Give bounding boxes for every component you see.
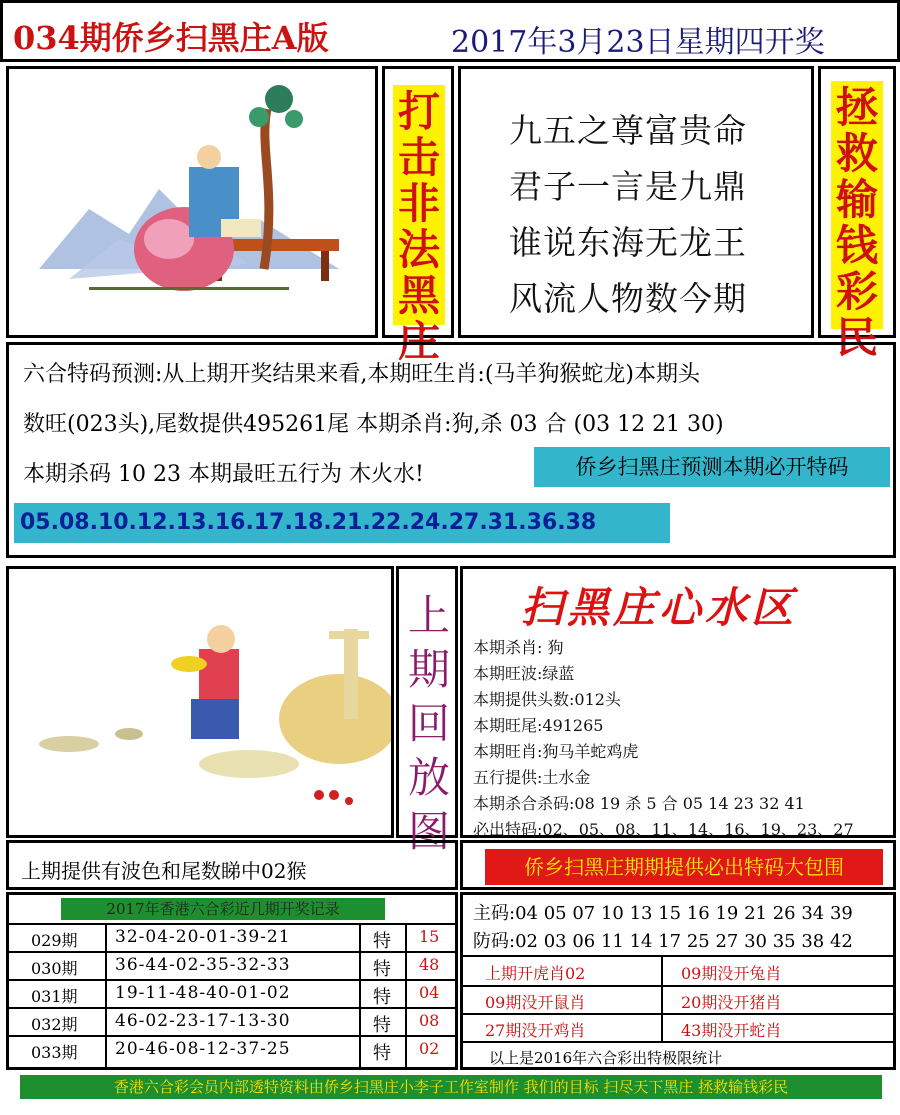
- row-divider: [463, 985, 893, 987]
- slogan-left: 打击非法黑庄: [393, 85, 445, 325]
- results-table: [6, 892, 458, 1070]
- poem-line: 谁说东海无龙王: [509, 223, 747, 262]
- main-codes: 主码:04 05 07 10 13 15 16 19 21 26 34 39: [473, 903, 853, 924]
- special-cell: 08: [419, 1011, 440, 1030]
- slogan-right-box: [818, 66, 896, 362]
- tips-box: [460, 566, 896, 838]
- column-divider: [661, 955, 663, 1041]
- child-illustration: [6, 566, 394, 838]
- defense-codes: 防码:02 03 06 11 14 17 25 27 30 35 38 42: [473, 931, 853, 952]
- prediction-line: 本期杀码 10 23 本期最旺五行为 木火水!: [23, 462, 424, 487]
- tip-line: 本期旺波:绿蓝: [473, 664, 575, 683]
- table-row: [9, 951, 455, 981]
- prediction-tag: 侨乡扫黑庄预测本期必开特码: [534, 447, 890, 487]
- poem-line: 君子一言是九鼎: [509, 167, 747, 206]
- replay-box: [396, 566, 458, 856]
- last-hit-text: 上期提供有波色和尾数睇中02猴: [21, 859, 307, 883]
- tip-line: 本期提供头数:012头: [473, 690, 621, 709]
- tip-line: 必出特码:02、05、08、11、14、16、19、23、27: [473, 820, 854, 839]
- poem-line: 九五之尊富贵命: [509, 111, 747, 150]
- special-label: 特: [373, 1043, 391, 1064]
- child-image: [9, 569, 391, 835]
- draw-date: 2017年3月23日星期四开奖: [451, 25, 825, 60]
- prediction-line: 六合特码预测:从上期开奖结果来看,本期旺生肖:(马羊狗猴蛇龙)本期头: [23, 362, 700, 387]
- results-title: 2017年香港六合彩近几期开奖记录: [61, 898, 385, 920]
- stat-cell: 09期没开鼠肖: [485, 993, 586, 1012]
- row-divider: [463, 1013, 893, 1015]
- special-cell: 02: [419, 1039, 440, 1058]
- special-cell: 15: [419, 927, 440, 946]
- slogan-left-box: [382, 66, 454, 366]
- poem-box: [458, 66, 814, 338]
- last-hit-box: [6, 840, 458, 890]
- special-label: 特: [373, 987, 391, 1008]
- special-label: 特: [373, 959, 391, 980]
- codes-box: [460, 892, 896, 1070]
- page-title: 034期侨乡扫黑庄A版: [13, 19, 329, 57]
- issue-cell: 033期: [31, 1043, 78, 1062]
- issue-cell: 032期: [31, 1015, 78, 1034]
- table-row: [9, 923, 455, 953]
- slogan-right: 拯救输钱彩民: [831, 81, 883, 329]
- advert-banner: 侨乡扫黑庄期期提供必出特码大包围: [485, 849, 883, 885]
- table-row: [9, 1007, 455, 1037]
- row-divider: [463, 955, 893, 957]
- stat-cell: 27期没开鸡肖: [485, 1021, 586, 1040]
- issue-cell: 029期: [31, 931, 78, 950]
- stat-cell: 上期开虎肖02: [485, 964, 586, 983]
- tip-line: 本期杀肖: 狗: [473, 638, 564, 657]
- table-row: [9, 979, 455, 1009]
- issue-cell: 031期: [31, 987, 78, 1006]
- header-bar: [0, 0, 900, 62]
- scholar-image: [9, 69, 375, 335]
- stats-note: 以上是2016年六合彩出特极限统计: [489, 1049, 723, 1067]
- special-cell: 04: [419, 983, 440, 1002]
- special-label: 特: [373, 931, 391, 952]
- special-cell: 48: [419, 955, 440, 974]
- table-row: [9, 1035, 455, 1065]
- tip-line: 本期旺尾:491265: [473, 716, 604, 735]
- poem-line: 风流人物数今期: [509, 279, 747, 318]
- special-label: 特: [373, 1015, 391, 1036]
- scholar-illustration: [6, 66, 378, 338]
- stat-cell: 09期没开兔肖: [681, 964, 782, 983]
- advert-box: [460, 840, 896, 890]
- tip-line: 本期杀合杀码:08 19 杀 5 合 05 14 23 32 41: [473, 794, 805, 813]
- numbers-cell: 19-11-48-40-01-02: [115, 983, 291, 1003]
- prediction-line: 数旺(023头),尾数提供495261尾 本期杀肖:狗,杀 03 合 (03 12 21 30): [23, 412, 724, 437]
- footer: [6, 1072, 896, 1102]
- issue-cell: 030期: [31, 959, 78, 978]
- replay-label: 上期回放图: [407, 591, 450, 856]
- numbers-cell: 32-04-20-01-39-21: [115, 927, 291, 947]
- numbers-cell: 46-02-23-17-13-30: [115, 1011, 291, 1031]
- footer-banner: 香港六合彩会员内部透特资料由侨乡扫黑庄小李子工作室制作 我们的目标 扫尽天下黑庄 拯救输钱彩民: [20, 1075, 882, 1099]
- tip-line: 本期旺肖:狗马羊蛇鸡虎: [473, 742, 639, 761]
- stat-cell: 20期没开猪肖: [681, 993, 782, 1012]
- numbers-cell: 36-44-02-35-32-33: [115, 955, 291, 975]
- numbers-cell: 20-46-08-12-37-25: [115, 1039, 291, 1059]
- tips-title: 扫黑庄心水区: [521, 583, 798, 632]
- row-divider: [463, 1041, 893, 1043]
- tip-line: 五行提供:土水金: [473, 768, 591, 787]
- special-numbers: 05.08.10.12.13.16.17.18.21.22.24.27.31.36.38: [14, 503, 670, 543]
- stat-cell: 43期没开蛇肖: [681, 1021, 782, 1040]
